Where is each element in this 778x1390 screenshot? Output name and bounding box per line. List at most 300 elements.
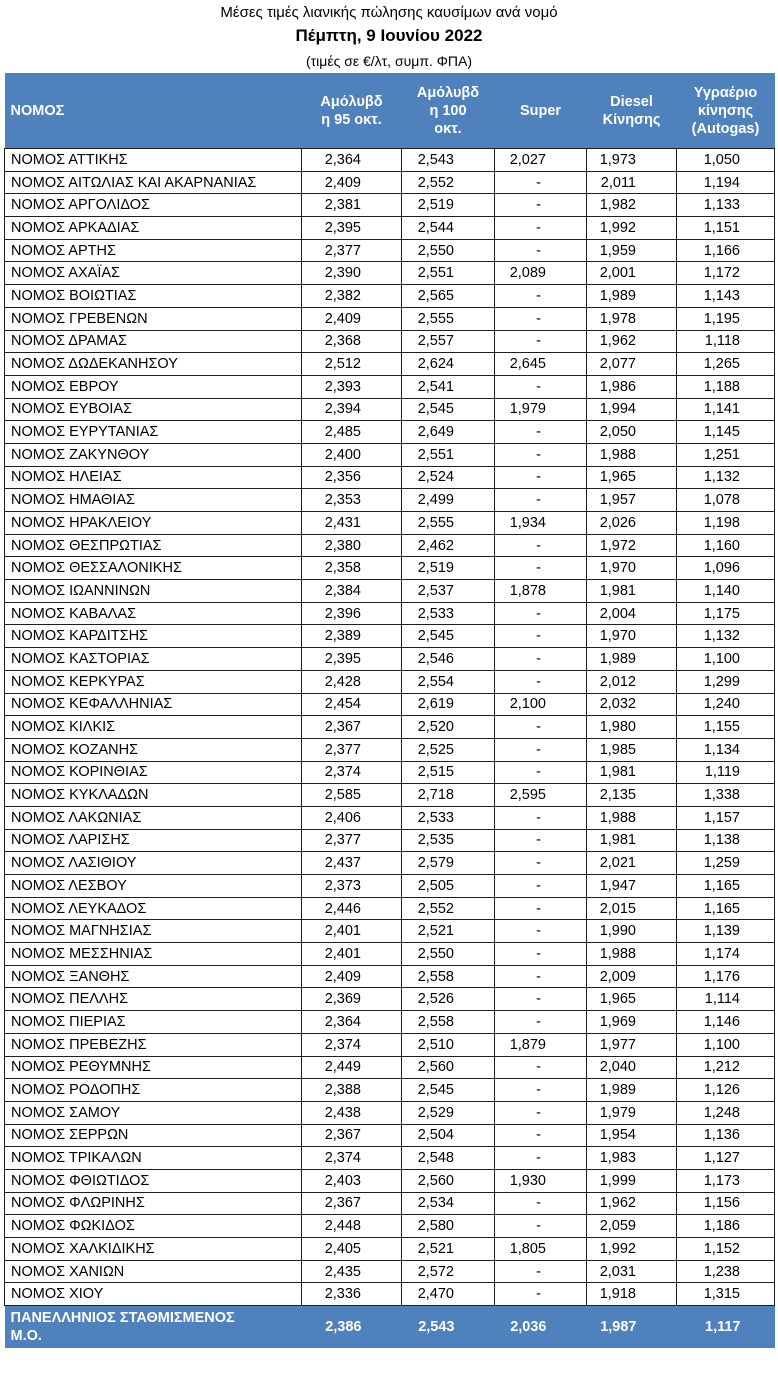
nomos-cell: ΝΟΜΟΣ ΛΑΚΩΝΙΑΣ bbox=[5, 806, 302, 829]
autogas-cell: 1,259 bbox=[677, 852, 775, 875]
table-row bbox=[5, 897, 775, 920]
super-cell: - bbox=[495, 829, 587, 852]
unleaded-100-cell: 2,529 bbox=[402, 1101, 495, 1124]
unleaded-100-cell: 2,649 bbox=[402, 421, 495, 444]
autogas-cell: 1,188 bbox=[677, 375, 775, 398]
nomos-cell: ΝΟΜΟΣ ΤΡΙΚΑΛΩΝ bbox=[5, 1147, 302, 1170]
diesel-cell: 1,977 bbox=[587, 1033, 677, 1056]
super-cell: - bbox=[495, 1215, 587, 1238]
table-row bbox=[5, 1192, 775, 1215]
diesel-cell: 1,981 bbox=[587, 829, 677, 852]
unleaded-100-cell: 2,534 bbox=[402, 1192, 495, 1215]
unleaded-95-cell: 2,401 bbox=[302, 920, 402, 943]
super-cell: - bbox=[495, 965, 587, 988]
unleaded-95-cell: 2,395 bbox=[302, 217, 402, 240]
super-cell: - bbox=[495, 1124, 587, 1147]
super-cell: - bbox=[495, 239, 587, 262]
unleaded-95-cell: 2,400 bbox=[302, 443, 402, 466]
diesel-cell: 1,986 bbox=[587, 375, 677, 398]
table-row bbox=[5, 1169, 775, 1192]
unleaded-95-cell: 2,585 bbox=[302, 784, 402, 807]
report-title: Μέσες τιμές λιανικής πώλησης καυσίμων ανά νομό bbox=[220, 4, 558, 21]
nomos-cell: ΝΟΜΟΣ ΠΡΕΒΕΖΗΣ bbox=[5, 1033, 302, 1056]
table-row bbox=[5, 1147, 775, 1170]
diesel-cell: 1,981 bbox=[587, 761, 677, 784]
unleaded-95-cell: 2,437 bbox=[302, 852, 402, 875]
super-cell: - bbox=[495, 1260, 587, 1283]
table-row bbox=[5, 194, 775, 217]
unleaded-100-cell: 2,545 bbox=[402, 398, 495, 421]
diesel-cell: 1,992 bbox=[587, 217, 677, 240]
super-cell: 2,645 bbox=[495, 353, 587, 376]
nomos-cell: ΝΟΜΟΣ ΠΕΛΛΗΣ bbox=[5, 988, 302, 1011]
super-cell: - bbox=[495, 648, 587, 671]
unleaded-100-cell: 2,533 bbox=[402, 806, 495, 829]
super-cell: - bbox=[495, 943, 587, 966]
diesel-cell: 2,001 bbox=[587, 262, 677, 285]
super-cell: - bbox=[495, 716, 587, 739]
diesel-cell: 1,981 bbox=[587, 580, 677, 603]
table-row bbox=[5, 716, 775, 739]
autogas-cell: 1,133 bbox=[677, 194, 775, 217]
unleaded-100-cell: 2,551 bbox=[402, 443, 495, 466]
nomos-cell: ΝΟΜΟΣ ΗΛΕΙΑΣ bbox=[5, 466, 302, 489]
table-row bbox=[5, 1283, 775, 1306]
super-cell: - bbox=[495, 625, 587, 648]
unleaded-95-cell: 2,390 bbox=[302, 262, 402, 285]
nomos-cell: ΝΟΜΟΣ ΗΡΑΚΛΕΙΟΥ bbox=[5, 512, 302, 535]
super-cell: - bbox=[495, 602, 587, 625]
table-row bbox=[5, 1238, 775, 1261]
table-row bbox=[5, 512, 775, 535]
autogas-cell: 1,126 bbox=[677, 1079, 775, 1102]
unleaded-100-cell: 2,533 bbox=[402, 602, 495, 625]
nomos-cell: ΝΟΜΟΣ ΣΕΡΡΩΝ bbox=[5, 1124, 302, 1147]
column-header-nomos: ΝΟΜΟΣ bbox=[5, 73, 302, 149]
unleaded-100-cell: 2,545 bbox=[402, 625, 495, 648]
unleaded-95-cell: 2,435 bbox=[302, 1260, 402, 1283]
table-row bbox=[5, 806, 775, 829]
autogas-cell: 1,138 bbox=[677, 829, 775, 852]
super-cell: - bbox=[495, 421, 587, 444]
unleaded-100-cell: 2,555 bbox=[402, 512, 495, 535]
nomos-cell: ΝΟΜΟΣ ΡΟΔΟΠΗΣ bbox=[5, 1079, 302, 1102]
unleaded-100-cell: 2,504 bbox=[402, 1124, 495, 1147]
autogas-cell: 1,248 bbox=[677, 1101, 775, 1124]
diesel-cell: 2,021 bbox=[587, 852, 677, 875]
diesel-cell: 1,983 bbox=[587, 1147, 677, 1170]
diesel-cell: 1,959 bbox=[587, 239, 677, 262]
autogas-cell: 1,114 bbox=[677, 988, 775, 1011]
unleaded-100-cell: 2,470 bbox=[402, 1283, 495, 1306]
super-cell: - bbox=[495, 1283, 587, 1306]
nomos-cell: ΝΟΜΟΣ ΚΑΣΤΟΡΙΑΣ bbox=[5, 648, 302, 671]
unleaded-100-cell: 2,526 bbox=[402, 988, 495, 1011]
unleaded-100-cell: 2,558 bbox=[402, 1011, 495, 1034]
autogas-cell: 1,176 bbox=[677, 965, 775, 988]
autogas-cell: 1,140 bbox=[677, 580, 775, 603]
autogas-cell: 1,134 bbox=[677, 738, 775, 761]
unleaded-100-cell: 2,545 bbox=[402, 1079, 495, 1102]
nomos-cell: ΝΟΜΟΣ ΚΙΛΚΙΣ bbox=[5, 716, 302, 739]
unleaded-95-cell: 2,393 bbox=[302, 375, 402, 398]
autogas-cell: 1,195 bbox=[677, 307, 775, 330]
super-cell: 1,930 bbox=[495, 1169, 587, 1192]
unleaded-100-cell: 2,535 bbox=[402, 829, 495, 852]
autogas-cell: 1,096 bbox=[677, 557, 775, 580]
unleaded-95-cell: 2,388 bbox=[302, 1079, 402, 1102]
table-row bbox=[5, 398, 775, 421]
diesel-cell: 1,978 bbox=[587, 307, 677, 330]
autogas-cell: 1,152 bbox=[677, 1238, 775, 1261]
diesel-cell: 1,947 bbox=[587, 875, 677, 898]
unleaded-95-cell: 2,485 bbox=[302, 421, 402, 444]
nomos-cell: ΝΟΜΟΣ ΑΡΚΑΔΙΑΣ bbox=[5, 217, 302, 240]
table-row bbox=[5, 784, 775, 807]
table-row bbox=[5, 852, 775, 875]
nomos-cell: ΝΟΜΟΣ ΚΕΦΑΛΛΗΝΙΑΣ bbox=[5, 693, 302, 716]
nomos-cell: ΝΟΜΟΣ ΚΟΡΙΝΘΙΑΣ bbox=[5, 761, 302, 784]
nomos-cell: ΝΟΜΟΣ ΘΕΣΠΡΩΤΙΑΣ bbox=[5, 534, 302, 557]
diesel-cell: 1,999 bbox=[587, 1169, 677, 1192]
autogas-cell: 1,238 bbox=[677, 1260, 775, 1283]
diesel-cell: 1,918 bbox=[587, 1283, 677, 1306]
unleaded-100-cell: 2,505 bbox=[402, 875, 495, 898]
unleaded-100-cell: 2,718 bbox=[402, 784, 495, 807]
super-cell: - bbox=[495, 466, 587, 489]
table-row bbox=[5, 149, 775, 172]
super-cell: - bbox=[495, 852, 587, 875]
column-header-unleaded-95: Αμόλυβδ η 95 οκτ. bbox=[302, 73, 402, 149]
total-unleaded-95: 2,386 bbox=[302, 1306, 402, 1349]
nomos-cell: ΝΟΜΟΣ ΛΕΥΚΑΔΟΣ bbox=[5, 897, 302, 920]
table-row bbox=[5, 1260, 775, 1283]
diesel-cell: 2,135 bbox=[587, 784, 677, 807]
autogas-cell: 1,338 bbox=[677, 784, 775, 807]
table-row bbox=[5, 466, 775, 489]
nomos-cell: ΝΟΜΟΣ ΒΟΙΩΤΙΑΣ bbox=[5, 285, 302, 308]
super-cell: 1,879 bbox=[495, 1033, 587, 1056]
nomos-cell: ΝΟΜΟΣ ΧΙΟΥ bbox=[5, 1283, 302, 1306]
unleaded-95-cell: 2,389 bbox=[302, 625, 402, 648]
nomos-cell: ΝΟΜΟΣ ΕΒΡΟΥ bbox=[5, 375, 302, 398]
diesel-cell: 1,970 bbox=[587, 625, 677, 648]
nomos-cell: ΝΟΜΟΣ ΣΑΜΟΥ bbox=[5, 1101, 302, 1124]
autogas-cell: 1,194 bbox=[677, 171, 775, 194]
unleaded-100-cell: 2,550 bbox=[402, 943, 495, 966]
autogas-cell: 1,136 bbox=[677, 1124, 775, 1147]
nomos-cell: ΝΟΜΟΣ ΕΥΒΟΙΑΣ bbox=[5, 398, 302, 421]
unleaded-100-cell: 2,554 bbox=[402, 670, 495, 693]
total-diesel: 1,987 bbox=[587, 1306, 677, 1349]
autogas-cell: 1,165 bbox=[677, 875, 775, 898]
autogas-cell: 1,132 bbox=[677, 625, 775, 648]
super-cell: - bbox=[495, 897, 587, 920]
unleaded-100-cell: 2,552 bbox=[402, 171, 495, 194]
unleaded-95-cell: 2,356 bbox=[302, 466, 402, 489]
nomos-cell: ΝΟΜΟΣ ΚΑΒΑΛΑΣ bbox=[5, 602, 302, 625]
nomos-cell: ΝΟΜΟΣ ΚΑΡΔΙΤΣΗΣ bbox=[5, 625, 302, 648]
diesel-cell: 1,994 bbox=[587, 398, 677, 421]
super-cell: - bbox=[495, 330, 587, 353]
total-row bbox=[5, 1306, 775, 1349]
unleaded-100-cell: 2,555 bbox=[402, 307, 495, 330]
autogas-cell: 1,198 bbox=[677, 512, 775, 535]
unleaded-95-cell: 2,367 bbox=[302, 1124, 402, 1147]
diesel-cell: 1,988 bbox=[587, 806, 677, 829]
column-header-autogas: Υγραέριο κίνησης (Autogas) bbox=[677, 73, 775, 149]
unleaded-95-cell: 2,369 bbox=[302, 988, 402, 1011]
nomos-cell: ΝΟΜΟΣ ΙΩΑΝΝΙΝΩΝ bbox=[5, 580, 302, 603]
diesel-cell: 1,992 bbox=[587, 1238, 677, 1261]
unleaded-95-cell: 2,382 bbox=[302, 285, 402, 308]
table-row bbox=[5, 1033, 775, 1056]
unleaded-100-cell: 2,551 bbox=[402, 262, 495, 285]
table-row bbox=[5, 943, 775, 966]
autogas-cell: 1,078 bbox=[677, 489, 775, 512]
super-cell: 1,878 bbox=[495, 580, 587, 603]
autogas-cell: 1,299 bbox=[677, 670, 775, 693]
diesel-cell: 2,059 bbox=[587, 1215, 677, 1238]
autogas-cell: 1,139 bbox=[677, 920, 775, 943]
autogas-cell: 1,173 bbox=[677, 1169, 775, 1192]
diesel-cell: 1,989 bbox=[587, 648, 677, 671]
table-row bbox=[5, 217, 775, 240]
table-row bbox=[5, 670, 775, 693]
table-row bbox=[5, 965, 775, 988]
autogas-cell: 1,160 bbox=[677, 534, 775, 557]
nomos-cell: ΝΟΜΟΣ ΑΤΤΙΚΗΣ bbox=[5, 149, 302, 172]
diesel-cell: 1,965 bbox=[587, 988, 677, 1011]
unleaded-95-cell: 2,449 bbox=[302, 1056, 402, 1079]
nomos-cell: ΝΟΜΟΣ ΠΙΕΡΙΑΣ bbox=[5, 1011, 302, 1034]
table-body bbox=[5, 149, 775, 1306]
diesel-cell: 1,990 bbox=[587, 920, 677, 943]
unleaded-100-cell: 2,560 bbox=[402, 1056, 495, 1079]
super-cell: - bbox=[495, 1079, 587, 1102]
column-header-super: Super bbox=[495, 73, 587, 149]
super-cell: - bbox=[495, 988, 587, 1011]
diesel-cell: 1,989 bbox=[587, 1079, 677, 1102]
diesel-cell: 1,954 bbox=[587, 1124, 677, 1147]
table-row bbox=[5, 1124, 775, 1147]
autogas-cell: 1,100 bbox=[677, 648, 775, 671]
nomos-cell: ΝΟΜΟΣ ΦΘΙΩΤΙΔΟΣ bbox=[5, 1169, 302, 1192]
unleaded-100-cell: 2,544 bbox=[402, 217, 495, 240]
diesel-cell: 2,012 bbox=[587, 670, 677, 693]
super-cell: 1,979 bbox=[495, 398, 587, 421]
unleaded-100-cell: 2,546 bbox=[402, 648, 495, 671]
nomos-cell: ΝΟΜΟΣ ΗΜΑΘΙΑΣ bbox=[5, 489, 302, 512]
super-cell: 2,027 bbox=[495, 149, 587, 172]
super-cell: - bbox=[495, 285, 587, 308]
unleaded-95-cell: 2,353 bbox=[302, 489, 402, 512]
fuel-prices-table bbox=[4, 73, 775, 1348]
super-cell: - bbox=[495, 738, 587, 761]
autogas-cell: 1,145 bbox=[677, 421, 775, 444]
diesel-cell: 1,972 bbox=[587, 534, 677, 557]
unleaded-100-cell: 2,520 bbox=[402, 716, 495, 739]
diesel-cell: 1,989 bbox=[587, 285, 677, 308]
table-row bbox=[5, 353, 775, 376]
unleaded-100-cell: 2,580 bbox=[402, 1215, 495, 1238]
diesel-cell: 1,962 bbox=[587, 330, 677, 353]
table-row bbox=[5, 1011, 775, 1034]
super-cell: - bbox=[495, 1056, 587, 1079]
nomos-cell: ΝΟΜΟΣ ΚΟΖΑΝΗΣ bbox=[5, 738, 302, 761]
autogas-cell: 1,166 bbox=[677, 239, 775, 262]
nomos-cell: ΝΟΜΟΣ ΛΑΣΙΘΙΟΥ bbox=[5, 852, 302, 875]
unleaded-100-cell: 2,537 bbox=[402, 580, 495, 603]
unleaded-100-cell: 2,550 bbox=[402, 239, 495, 262]
super-cell: - bbox=[495, 443, 587, 466]
super-cell: - bbox=[495, 217, 587, 240]
super-cell: 2,089 bbox=[495, 262, 587, 285]
unleaded-95-cell: 2,377 bbox=[302, 829, 402, 852]
unleaded-100-cell: 2,624 bbox=[402, 353, 495, 376]
unleaded-100-cell: 2,515 bbox=[402, 761, 495, 784]
diesel-cell: 1,979 bbox=[587, 1101, 677, 1124]
nomos-cell: ΝΟΜΟΣ ΧΑΛΚΙΔΙΚΗΣ bbox=[5, 1238, 302, 1261]
unleaded-100-cell: 2,557 bbox=[402, 330, 495, 353]
super-cell: - bbox=[495, 557, 587, 580]
super-cell: - bbox=[495, 806, 587, 829]
nomos-cell: ΝΟΜΟΣ ΚΕΡΚΥΡΑΣ bbox=[5, 670, 302, 693]
table-row bbox=[5, 1079, 775, 1102]
table-row bbox=[5, 580, 775, 603]
table-row bbox=[5, 875, 775, 898]
super-cell: - bbox=[495, 920, 587, 943]
nomos-cell: ΝΟΜΟΣ ΜΑΓΝΗΣΙΑΣ bbox=[5, 920, 302, 943]
nomos-cell: ΝΟΜΟΣ ΦΩΚΙΔΟΣ bbox=[5, 1215, 302, 1238]
unleaded-95-cell: 2,454 bbox=[302, 693, 402, 716]
autogas-cell: 1,172 bbox=[677, 262, 775, 285]
nomos-cell: ΝΟΜΟΣ ΦΛΩΡΙΝΗΣ bbox=[5, 1192, 302, 1215]
table-row bbox=[5, 489, 775, 512]
unleaded-95-cell: 2,368 bbox=[302, 330, 402, 353]
column-header-diesel: Diesel Κίνησης bbox=[587, 73, 677, 149]
autogas-cell: 1,151 bbox=[677, 217, 775, 240]
table-row bbox=[5, 1215, 775, 1238]
unleaded-100-cell: 2,541 bbox=[402, 375, 495, 398]
autogas-cell: 1,165 bbox=[677, 897, 775, 920]
unleaded-100-cell: 2,560 bbox=[402, 1169, 495, 1192]
unleaded-95-cell: 2,431 bbox=[302, 512, 402, 535]
units-note: (τιμές σε €/λτ, συμπ. ΦΠΑ) bbox=[305, 53, 473, 69]
autogas-cell: 1,119 bbox=[677, 761, 775, 784]
nomos-cell: ΝΟΜΟΣ ΖΑΚΥΝΘΟΥ bbox=[5, 443, 302, 466]
diesel-cell: 2,032 bbox=[587, 693, 677, 716]
super-cell: - bbox=[495, 670, 587, 693]
unleaded-95-cell: 2,512 bbox=[302, 353, 402, 376]
super-cell: - bbox=[495, 1101, 587, 1124]
unleaded-95-cell: 2,367 bbox=[302, 1192, 402, 1215]
table-row bbox=[5, 421, 775, 444]
super-cell: - bbox=[495, 1011, 587, 1034]
super-cell: - bbox=[495, 1147, 587, 1170]
super-cell: - bbox=[495, 194, 587, 217]
unleaded-95-cell: 2,409 bbox=[302, 965, 402, 988]
diesel-cell: 1,970 bbox=[587, 557, 677, 580]
nomos-cell: ΝΟΜΟΣ ΑΧΑΪΑΣ bbox=[5, 262, 302, 285]
diesel-cell: 1,985 bbox=[587, 738, 677, 761]
diesel-cell: 2,015 bbox=[587, 897, 677, 920]
unleaded-95-cell: 2,394 bbox=[302, 398, 402, 421]
unleaded-100-cell: 2,565 bbox=[402, 285, 495, 308]
diesel-cell: 2,031 bbox=[587, 1260, 677, 1283]
table-row bbox=[5, 375, 775, 398]
super-cell: - bbox=[495, 1192, 587, 1215]
diesel-cell: 1,982 bbox=[587, 194, 677, 217]
unleaded-95-cell: 2,374 bbox=[302, 1147, 402, 1170]
table-row bbox=[5, 988, 775, 1011]
report-header bbox=[0, 0, 778, 73]
unleaded-95-cell: 2,381 bbox=[302, 194, 402, 217]
nomos-cell: ΝΟΜΟΣ ΛΕΣΒΟΥ bbox=[5, 875, 302, 898]
table-row bbox=[5, 557, 775, 580]
table-row bbox=[5, 443, 775, 466]
unleaded-95-cell: 2,448 bbox=[302, 1215, 402, 1238]
unleaded-95-cell: 2,409 bbox=[302, 171, 402, 194]
diesel-cell: 1,980 bbox=[587, 716, 677, 739]
super-cell: - bbox=[495, 875, 587, 898]
column-header-unleaded-100: Αμόλυβδ η 100 οκτ. bbox=[402, 73, 495, 149]
table-row bbox=[5, 307, 775, 330]
table-row bbox=[5, 648, 775, 671]
super-cell: - bbox=[495, 534, 587, 557]
autogas-cell: 1,118 bbox=[677, 330, 775, 353]
diesel-cell: 2,026 bbox=[587, 512, 677, 535]
nomos-cell: ΝΟΜΟΣ ΑΡΤΗΣ bbox=[5, 239, 302, 262]
autogas-cell: 1,315 bbox=[677, 1283, 775, 1306]
autogas-cell: 1,100 bbox=[677, 1033, 775, 1056]
nomos-cell: ΝΟΜΟΣ ΛΑΡΙΣΗΣ bbox=[5, 829, 302, 852]
unleaded-95-cell: 2,358 bbox=[302, 557, 402, 580]
autogas-cell: 1,132 bbox=[677, 466, 775, 489]
unleaded-100-cell: 2,499 bbox=[402, 489, 495, 512]
nomos-cell: ΝΟΜΟΣ ΧΑΝΙΩΝ bbox=[5, 1260, 302, 1283]
table-row bbox=[5, 693, 775, 716]
diesel-cell: 1,962 bbox=[587, 1192, 677, 1215]
unleaded-95-cell: 2,428 bbox=[302, 670, 402, 693]
super-cell: - bbox=[495, 761, 587, 784]
unleaded-100-cell: 2,572 bbox=[402, 1260, 495, 1283]
diesel-cell: 1,957 bbox=[587, 489, 677, 512]
nomos-cell: ΝΟΜΟΣ ΡΕΘΥΜΝΗΣ bbox=[5, 1056, 302, 1079]
unleaded-95-cell: 2,396 bbox=[302, 602, 402, 625]
table-row bbox=[5, 534, 775, 557]
super-cell: - bbox=[495, 171, 587, 194]
unleaded-100-cell: 2,619 bbox=[402, 693, 495, 716]
unleaded-100-cell: 2,579 bbox=[402, 852, 495, 875]
diesel-cell: 1,988 bbox=[587, 943, 677, 966]
table-row bbox=[5, 262, 775, 285]
nomos-cell: ΝΟΜΟΣ ΞΑΝΘΗΣ bbox=[5, 965, 302, 988]
table-row bbox=[5, 239, 775, 262]
nomos-cell: ΝΟΜΟΣ ΓΡΕΒΕΝΩΝ bbox=[5, 307, 302, 330]
autogas-cell: 1,251 bbox=[677, 443, 775, 466]
unleaded-95-cell: 2,395 bbox=[302, 648, 402, 671]
table-row bbox=[5, 625, 775, 648]
table-row bbox=[5, 738, 775, 761]
table-row bbox=[5, 285, 775, 308]
unleaded-100-cell: 2,519 bbox=[402, 194, 495, 217]
super-cell: 2,595 bbox=[495, 784, 587, 807]
nomos-cell: ΝΟΜΟΣ ΑΡΓΟΛΙΔΟΣ bbox=[5, 194, 302, 217]
table-row bbox=[5, 330, 775, 353]
unleaded-95-cell: 2,438 bbox=[302, 1101, 402, 1124]
table-row bbox=[5, 920, 775, 943]
